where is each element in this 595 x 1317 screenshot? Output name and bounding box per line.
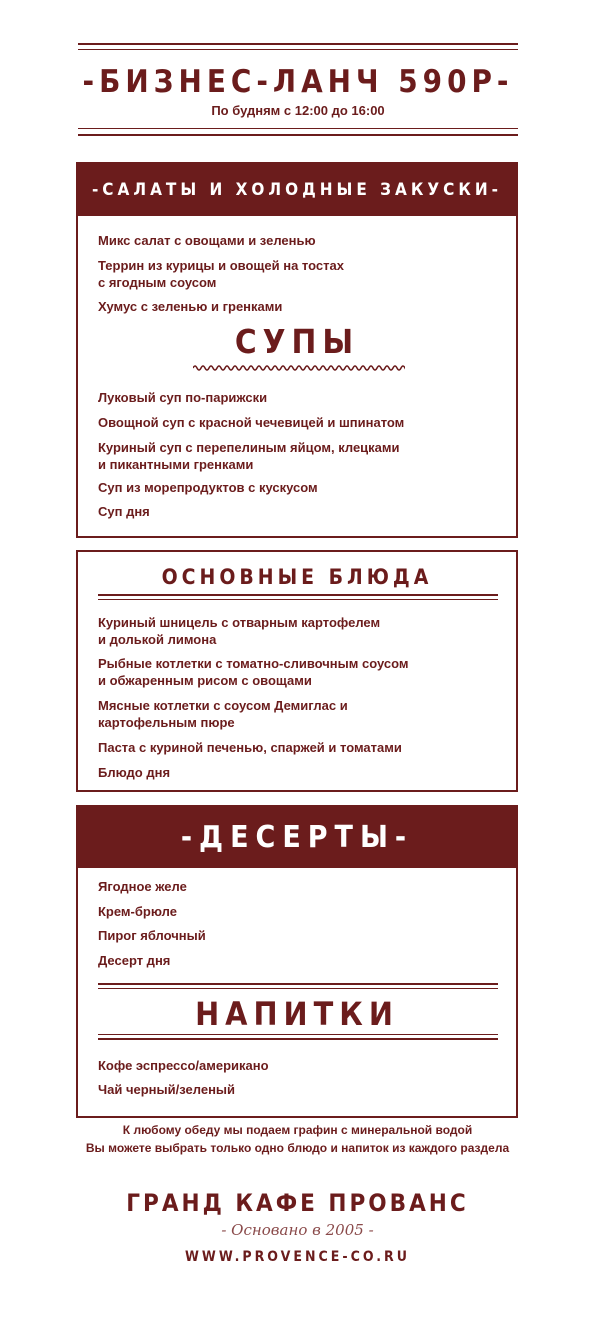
mains-title: ОСНОВНЫЕ БЛЮДА (161, 565, 433, 589)
dessert-item: Крем-брюле (98, 904, 177, 919)
main-item: Куриный шницель с отварным картофелем (98, 615, 381, 630)
note-water: К любому обеду мы подаем графин с минеральной водой (122, 1123, 473, 1137)
dessert-item: Ягодное желе (98, 879, 187, 894)
website-link[interactable]: WWW.PROVENCE-CO.RU (185, 1249, 410, 1265)
soup-item: Куриный суп с перепелиным яйцом, клецками (98, 440, 400, 455)
main-item: и обжаренным рисом с овощами (98, 673, 312, 688)
note-choice: Вы можете выбрать только одно блюдо и напиток из каждого раздела (85, 1141, 510, 1155)
salad-item: Микс салат с овощами и зеленью (98, 233, 316, 248)
salad-item: с ягодным соусом (98, 275, 217, 290)
drinks-bottom-rule-thin (98, 1034, 498, 1035)
main-item: картофельным пюре (98, 715, 235, 730)
menu-hours: По будням с 12:00 до 16:00 (211, 103, 385, 118)
brand-name: ГРАНД КАФЕ ПРОВАНС (126, 1189, 469, 1217)
main-item: Рыбные котлетки с томатно-сливочным соусом (98, 656, 409, 671)
desserts-drinks-box (76, 805, 518, 1118)
soups-title: СУПЫ (234, 322, 360, 361)
mains-rule (98, 594, 498, 596)
menu-title: -БИЗНЕС-ЛАНЧ 590Р- (82, 64, 514, 100)
dessert-item: Десерт дня (98, 953, 171, 968)
header-bottom-rule-thin (78, 128, 518, 129)
main-item: и долькой лимона (98, 632, 217, 647)
desserts-title: -ДЕСЕРТЫ- (78, 807, 516, 868)
mains-box (76, 550, 518, 792)
drink-item: Чай черный/зеленый (98, 1082, 236, 1097)
main-item: Паста с куриной печенью, спаржей и томатами (98, 740, 402, 755)
salad-item: Хумус с зеленью и гренками (98, 299, 283, 314)
wavy-divider (193, 363, 405, 373)
soup-item: Овощной суп с красной чечевицей и шпинатом (98, 415, 405, 430)
founded-tagline: - Основано в 2005 - (221, 1221, 374, 1239)
salads-soups-box (76, 162, 518, 538)
soup-item: Суп дня (98, 504, 150, 519)
dessert-item: Пирог яблочный (98, 928, 206, 943)
drinks-top-rule-thin (98, 988, 498, 989)
soup-item: и пикантными гренками (98, 457, 254, 472)
drinks-top-rule (98, 983, 498, 985)
main-item: Мясные котлетки с соусом Демиглас и (98, 698, 348, 713)
header-top-rule-thin (78, 49, 518, 50)
soup-item: Луковый суп по-парижски (98, 390, 268, 405)
header-bottom-rule (78, 134, 518, 136)
drink-item: Кофе эспрессо/американо (98, 1058, 269, 1073)
drinks-title: НАПИТКИ (195, 995, 399, 1033)
main-item: Блюдо дня (98, 765, 171, 780)
drinks-bottom-rule (98, 1038, 498, 1040)
salad-item: Террин из курицы и овощей на тостах (98, 258, 344, 273)
header-top-rule (78, 43, 518, 45)
mains-rule-thin (98, 599, 498, 600)
salads-title: -САЛАТЫ И ХОЛОДНЫЕ ЗАКУСКИ- (78, 164, 516, 216)
soup-item: Суп из морепродуктов с кускусом (98, 480, 318, 495)
